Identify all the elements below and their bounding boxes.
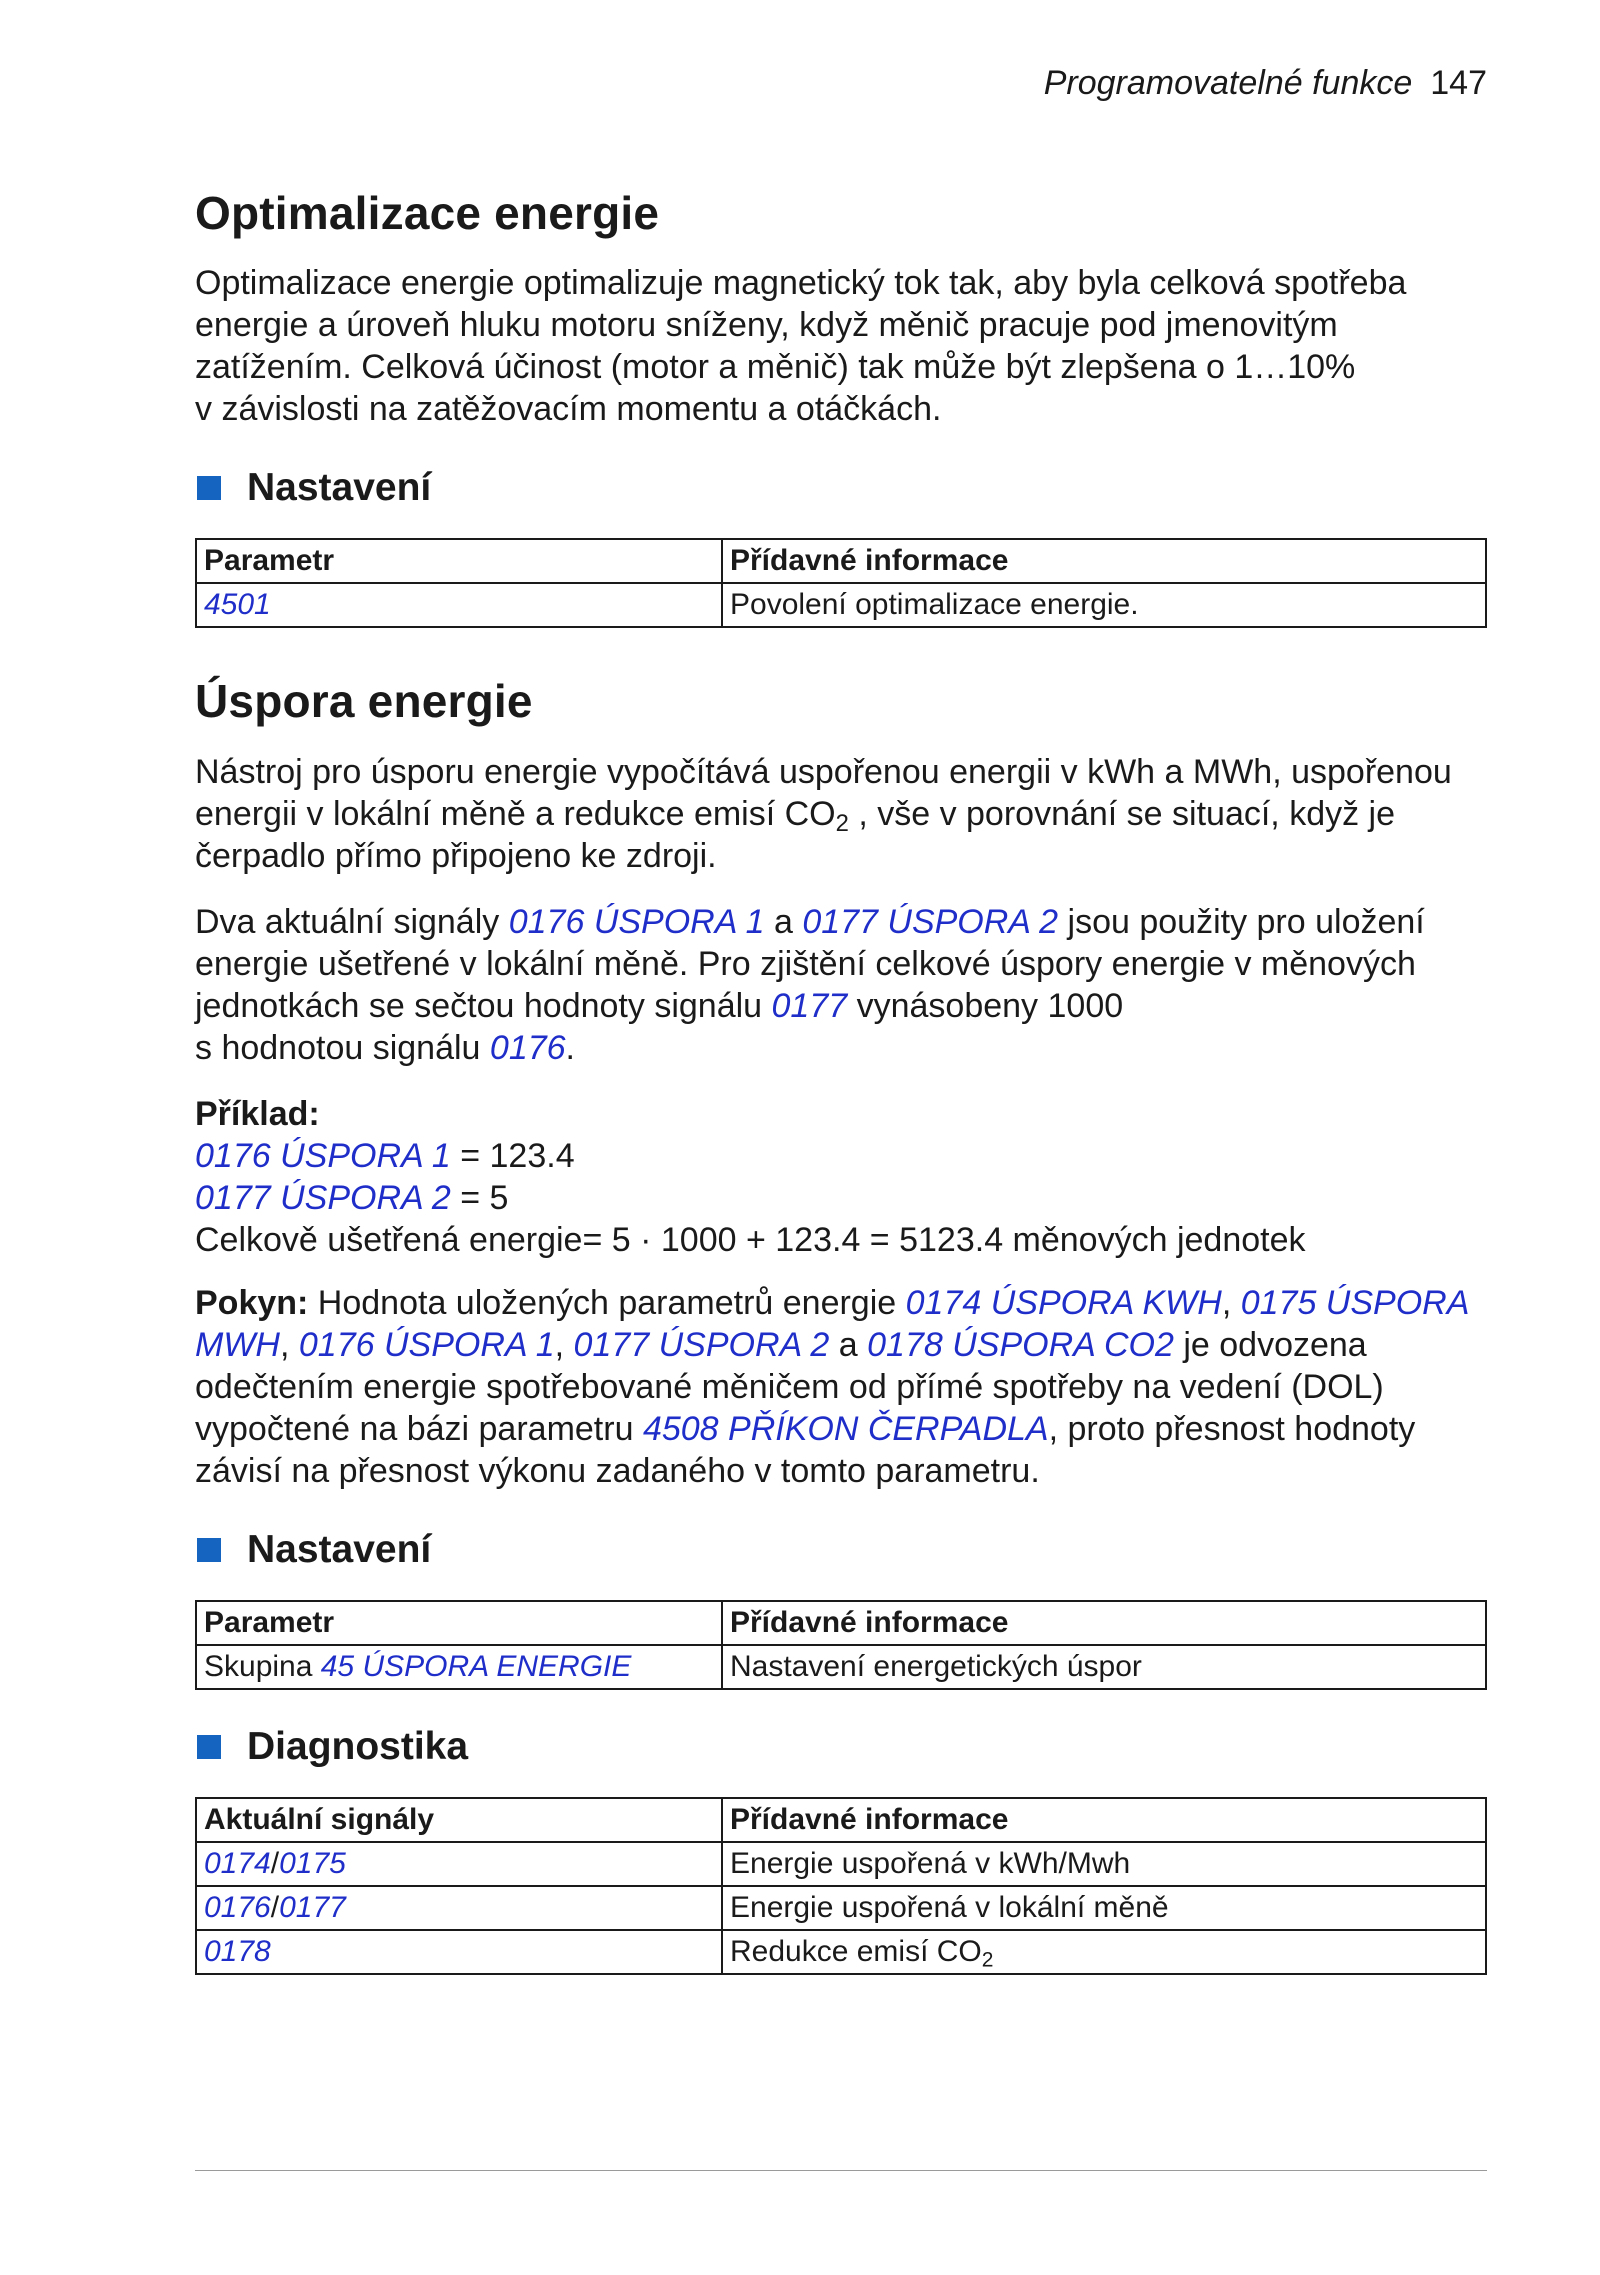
settings-heading-2 xyxy=(195,1528,1487,1572)
text-line: energie a úroveň hluku motoru sníženy, když měnič pracuje pod jmenovitým xyxy=(195,306,1338,344)
table-row xyxy=(196,1842,1486,1886)
column-header: Aktuální signály xyxy=(196,1798,722,1842)
text-line: vypočtené na bázi parametru 4508 PŘÍKON ČERPADLA, proto přesnost hodnoty xyxy=(195,1410,1416,1448)
signal-link[interactable]: 0177 ÚSPORA 2 xyxy=(573,1326,830,1364)
subheading: Nastavení xyxy=(247,1528,432,1571)
text-line: Celkově ušetřená energie= 5 · 1000 + 123.4 = 5123.4 měnových jednotek xyxy=(195,1221,1306,1259)
table-cell: Nastavení energetických úspor xyxy=(722,1645,1486,1689)
text-line: v závislosti na zatěžovacím momentu a otáčkách. xyxy=(195,390,942,428)
signal-link[interactable]: MWH xyxy=(195,1326,280,1364)
section-title: Optimalizace energie xyxy=(195,187,660,239)
table-row xyxy=(196,1930,1486,1974)
signal-link[interactable]: 0176 xyxy=(489,1029,566,1067)
text-line: energie ušetřené v lokální měně. Pro zjištění celkové úspory energie v měnových xyxy=(195,945,1416,983)
signal-link[interactable]: 0174 ÚSPORA KWH xyxy=(905,1284,1222,1322)
signal-link[interactable]: 0178 xyxy=(204,1935,271,1968)
signal-link[interactable]: 0175 ÚSPORA xyxy=(1240,1284,1470,1322)
text-line: jednotkách se sečtou hodnoty signálu 0177 vynásobeny 1000 xyxy=(195,987,1124,1025)
table-row xyxy=(196,1645,1486,1689)
text-line: závisí na přesnost výkonu zadaného v tomto parametru. xyxy=(195,1452,1040,1490)
table-cell: Energie uspořená v kWh/Mwh xyxy=(722,1842,1486,1886)
table-cell: Energie uspořená v lokální měně xyxy=(722,1886,1486,1930)
signal-link[interactable]: 0176 ÚSPORA 1 xyxy=(298,1326,555,1364)
table-header-row xyxy=(196,539,1486,583)
text-line: Dva aktuální signály 0176 ÚSPORA 1 a 0177 ÚSPORA 2 jsou použity pro uložení xyxy=(195,903,1425,941)
section2-paragraph-2 xyxy=(195,901,1487,1069)
page-number: 147 xyxy=(1430,64,1487,102)
signal-link[interactable]: 0178 ÚSPORA CO2 xyxy=(867,1326,1174,1364)
footer-divider xyxy=(195,2170,1487,2171)
subheading: Nastavení xyxy=(247,466,432,509)
section-energy-saving xyxy=(195,674,1487,728)
square-bullet-icon xyxy=(197,476,221,500)
signal-link[interactable]: 0176 xyxy=(204,1891,271,1924)
text-line: MWH, 0176 ÚSPORA 1, 0177 ÚSPORA 2 a 0178 ÚSPORA CO2 je odvozena xyxy=(195,1326,1367,1364)
signal-link[interactable]: 0177 xyxy=(279,1891,346,1924)
column-header: Přídavné informace xyxy=(722,1601,1486,1645)
column-header: Přídavné informace xyxy=(722,539,1486,583)
text-line: čerpadlo přímo připojeno ke zdroji. xyxy=(195,837,717,875)
section2-paragraph-1 xyxy=(195,751,1487,877)
section1-paragraph xyxy=(195,262,1487,430)
text-line: zatížením. Celková účinost (motor a měnič) tak může být zlepšena o 1…10% xyxy=(195,348,1356,386)
signal-link[interactable]: 0175 xyxy=(279,1847,346,1880)
signal-link[interactable]: 0177 ÚSPORA 2 xyxy=(195,1179,451,1217)
column-header: Parametr xyxy=(196,1601,722,1645)
diagnostics-table xyxy=(195,1797,1487,1975)
table-cell xyxy=(196,583,722,627)
signal-link[interactable]: 0174 xyxy=(204,1847,271,1880)
table-row xyxy=(196,1886,1486,1930)
group-link[interactable]: 45 ÚSPORA ENERGIE xyxy=(320,1650,632,1683)
header-title: Programovatelné funkce xyxy=(1043,64,1413,102)
settings-table-2 xyxy=(195,1600,1487,1690)
example-block xyxy=(195,1093,1487,1261)
signal-link[interactable]: 0176 ÚSPORA 1 xyxy=(508,903,765,941)
column-header: Parametr xyxy=(196,539,722,583)
signal-link[interactable]: 0177 ÚSPORA 2 xyxy=(802,903,1059,941)
parameter-link[interactable]: 4508 PŘÍKON ČERPADLA xyxy=(642,1410,1049,1448)
table-header-row xyxy=(196,1601,1486,1645)
section-title: Úspora energie xyxy=(195,675,533,727)
note-label: Pokyn: xyxy=(195,1284,309,1322)
table-cell: Povolení optimalizace energie. xyxy=(722,583,1486,627)
signal-link[interactable]: 0177 xyxy=(771,987,848,1025)
table-cell: Redukce emisí $CO_2$ xyxy=(722,1930,1486,1974)
example-label: Příklad: xyxy=(195,1095,320,1133)
table-cell xyxy=(196,1930,722,1974)
signal-link[interactable]: 0176 ÚSPORA 1 xyxy=(195,1137,451,1175)
text-line: s hodnotou signálu 0176. xyxy=(195,1029,575,1067)
subheading: Diagnostika xyxy=(247,1725,469,1768)
text-line: Optimalizace energie optimalizuje magnetický tok tak, aby byla celková spotřeba xyxy=(195,264,1407,302)
text-line: Pokyn: Hodnota uložených parametrů energie 0174 ÚSPORA KWH, 0175 ÚSPORA xyxy=(195,1284,1470,1322)
text-line: Nástroj pro úsporu energie vypočítává uspořenou energii v kWh a MWh, uspořenou xyxy=(195,753,1452,791)
settings-table-1 xyxy=(195,538,1487,628)
square-bullet-icon xyxy=(197,1538,221,1562)
table-cell: 0176/0177 xyxy=(196,1886,722,1930)
text-line: 0177 ÚSPORA 2 = 5 xyxy=(195,1179,509,1217)
running-header xyxy=(1044,64,1487,103)
square-bullet-icon xyxy=(197,1735,221,1759)
settings-heading-1 xyxy=(195,466,1487,510)
section-energy-optimization xyxy=(195,186,1487,240)
parameter-link[interactable]: 4501 xyxy=(204,588,271,621)
note-block xyxy=(195,1282,1487,1492)
table-row xyxy=(196,583,1486,627)
table-cell: Skupina 45 ÚSPORA ENERGIE xyxy=(196,1645,722,1689)
table-header-row xyxy=(196,1798,1486,1842)
diagnostics-heading xyxy=(195,1725,1487,1769)
table-cell: 0174/0175 xyxy=(196,1842,722,1886)
text-line: 0176 ÚSPORA 1 = 123.4 xyxy=(195,1137,575,1175)
text-line: odečtením energie spotřebované měničem od přímé spotřeby na vedení (DOL) xyxy=(195,1368,1384,1406)
text-line: energii v lokální měně a redukce emisí $CO_2$ , vše v porovnání se situací, když je xyxy=(195,795,1396,837)
column-header: Přídavné informace xyxy=(722,1798,1486,1842)
